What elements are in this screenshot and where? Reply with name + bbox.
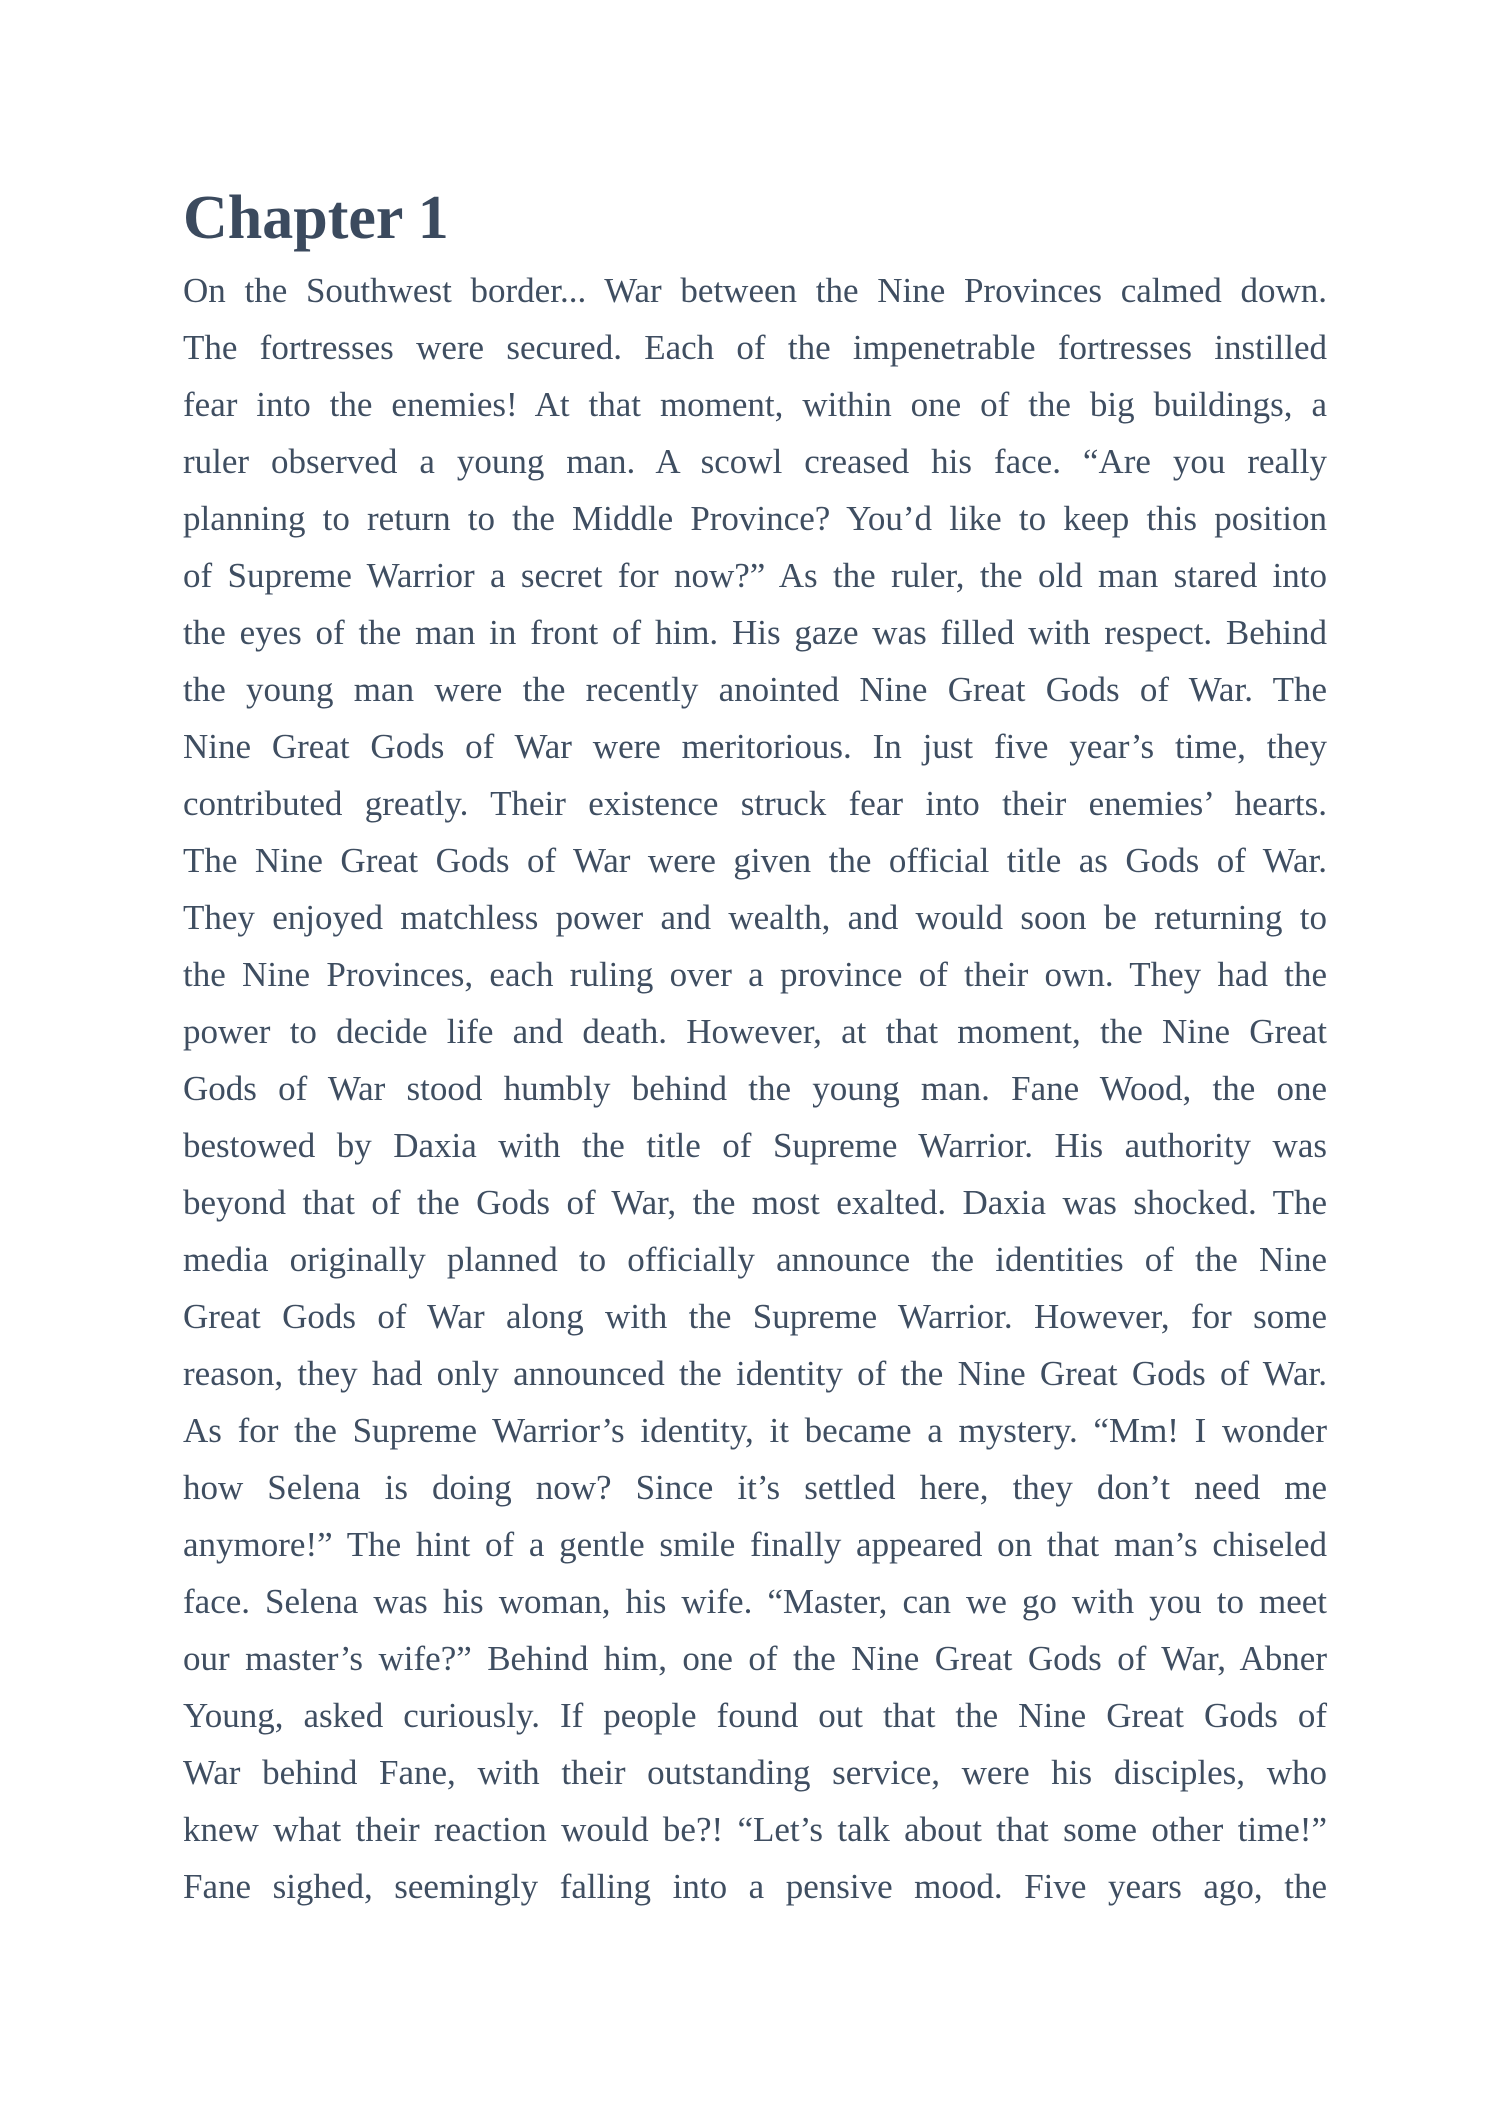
text-line: War behind Fane, with their outstanding service, were his disciples, who — [183, 1753, 1327, 1792]
text-line: the eyes of the man in front of him. His gaze was filled with respect. Behind — [183, 613, 1327, 652]
chapter-body — [183, 262, 1327, 1915]
text-line: the Nine Provinces, each ruling over a province of their own. They had the — [183, 955, 1327, 994]
text-line: reason, they had only announced the identity of the Nine Great Gods of War. — [183, 1354, 1327, 1393]
text-line: anymore!” The hint of a gentle smile finally appeared on that man’s chiseled — [183, 1525, 1327, 1564]
text-line: the young man were the recently anointed Nine Great Gods of War. The — [183, 670, 1327, 709]
text-line: Great Gods of War along with the Supreme Warrior. However, for some — [183, 1297, 1327, 1336]
text-line: As for the Supreme Warrior’s identity, it became a mystery. “Mm! I wonder — [183, 1411, 1327, 1450]
text-line: contributed greatly. Their existence struck fear into their enemies’ hearts. — [183, 784, 1327, 823]
text-line: of Supreme Warrior a secret for now?” As the ruler, the old man stared into — [183, 556, 1327, 595]
text-line: Gods of War stood humbly behind the young man. Fane Wood, the one — [183, 1069, 1327, 1108]
text-line: media originally planned to officially announce the identities of the Nine — [183, 1240, 1327, 1279]
text-line: Fane sighed, seemingly falling into a pensive mood. Five years ago, the — [183, 1867, 1327, 1906]
text-line: On the Southwest border... War between the Nine Provinces calmed down. — [183, 271, 1327, 310]
text-line: beyond that of the Gods of War, the most exalted. Daxia was shocked. The — [183, 1183, 1327, 1222]
text-line: Young, asked curiously. If people found out that the Nine Great Gods of — [183, 1696, 1327, 1735]
text-line: They enjoyed matchless power and wealth, and would soon be returning to — [183, 898, 1327, 937]
text-line: knew what their reaction would be?! “Let’s talk about that some other time!” — [183, 1810, 1327, 1849]
text-line: The fortresses were secured. Each of the impenetrable fortresses instilled — [183, 328, 1327, 367]
text-line: Nine Great Gods of War were meritorious. In just five year’s time, they — [183, 727, 1327, 766]
text-line: ruler observed a young man. A scowl creased his face. “Are you really — [183, 442, 1327, 481]
text-line: face. Selena was his woman, his wife. “Master, can we go with you to meet — [183, 1582, 1327, 1621]
text-line: how Selena is doing now? Since it’s settled here, they don’t need me — [183, 1468, 1327, 1507]
text-line: planning to return to the Middle Province? You’d like to keep this position — [183, 499, 1327, 538]
text-line: The Nine Great Gods of War were given the official title as Gods of War. — [183, 841, 1327, 880]
text-line: power to decide life and death. However, at that moment, the Nine Great — [183, 1012, 1327, 1051]
chapter-title: Chapter 1 — [183, 184, 449, 252]
text-line: fear into the enemies! At that moment, within one of the big buildings, a — [183, 385, 1327, 424]
text-line: our master’s wife?” Behind him, one of the Nine Great Gods of War, Abner — [183, 1639, 1327, 1678]
text-line: bestowed by Daxia with the title of Supreme Warrior. His authority was — [183, 1126, 1327, 1165]
